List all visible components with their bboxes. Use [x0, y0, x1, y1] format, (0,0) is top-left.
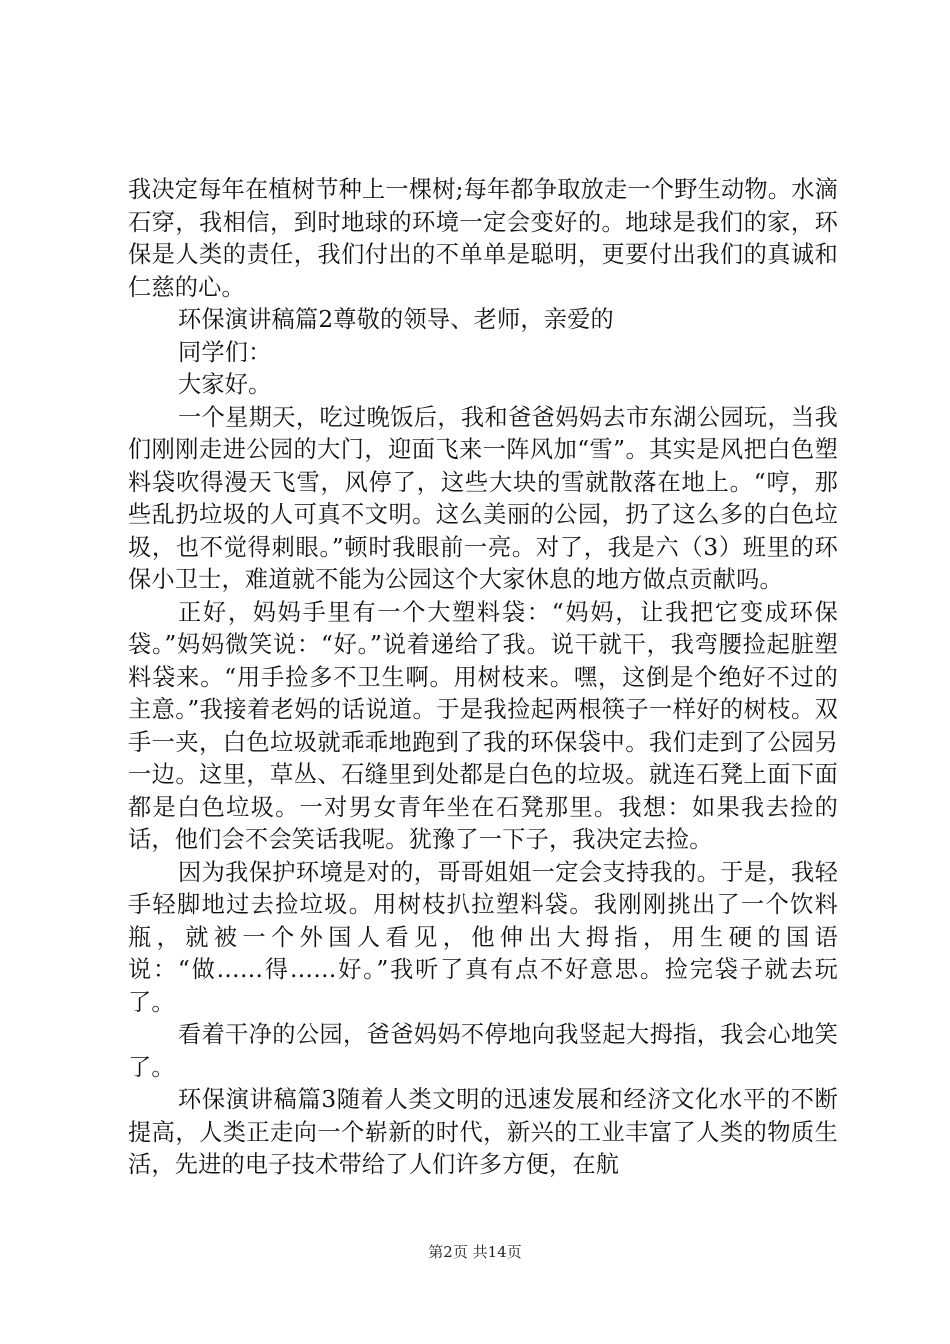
paragraph: 正好，妈妈手里有一个大塑料袋：“妈妈，让我把它变成环保袋。”妈妈微笑说：“好。”说着递给了我。说干就干，我弯腰捡起脏塑料袋来。“用手捡多不卫生啊。用树枝来。嘿，这倒是个绝好不过的主意。”我接着老妈的话说道。于是我捡起两根筷子一样好的树枝。双手一夹，白色垃圾就乖乖地跑到了我的环保袋中。我们走到了公园另一边。这里，草丛、石缝里到处都是白色的垃圾。就连石凳上面下面都是白色垃圾。一对男女青年坐在石凳那里。我想：如果我去捡的话，他们会不会笑话我呢。犹豫了一下子，我决定去捡。: [128, 598, 838, 853]
paragraph: 看着干净的公园，爸爸妈妈不停地向我竖起大拇指，我会心地笑了。: [128, 1021, 838, 1081]
document-body: [128, 174, 838, 1182]
paragraph: 同学们：: [178, 338, 272, 366]
paragraph: 环保演讲稿篇3随着人类文明的迅速发展和经济文化水平的不断提高，人类正走向一个崭新的时代，新兴的工业丰富了人类的物质生活，先进的电子技术带给了人们许多方便，在航: [128, 1086, 838, 1178]
paragraph: 环保演讲稿篇2尊敬的领导、老师，亲爱的: [178, 306, 614, 333]
paragraph: 一个星期天，吃过晚饭后，我和爸爸妈妈去市东湖公园玩，当我们刚刚走进公园的大门，迎面飞来一阵风加“雪”。其实是风把白色塑料袋吹得漫天飞雪，风停了，这些大块的雪就散落在地上。“哼，那些乱扔垃圾的人可真不文明。这么美丽的公园，扔了这么多的白色垃圾，也不觉得刺眼。”顿时我眼前一亮。对了，我是六（3）班里的环保小卫士，难道就不能为公园这个大家休息的地方做点贡献吗。: [128, 403, 838, 593]
paragraph: 大家好。: [178, 371, 272, 398]
paragraph: 因为我保护环境是对的，哥哥姐姐一定会支持我的。于是，我轻手轻脚地过去捡垃圾。用树枝扒拉塑料袋。我刚刚挑出了一个饮料瓶，就被一个外国人看见，他伸出大拇指，用生硬的国语说：“做……得……好。”我听了真有点不好意思。捡完袋子就去玩了。: [128, 858, 838, 1016]
paragraph: 我决定每年在植树节种上一棵树;每年都争取放走一个野生动物。水滴石穿，我相信，到时地球的环境一定会变好的。地球是我们的家，环保是人类的责任，我们付出的不单单是聪明，更要付出我们的真诚和仁慈的心。: [128, 176, 838, 301]
page-footer: 第2页 共14页: [428, 1243, 522, 1261]
